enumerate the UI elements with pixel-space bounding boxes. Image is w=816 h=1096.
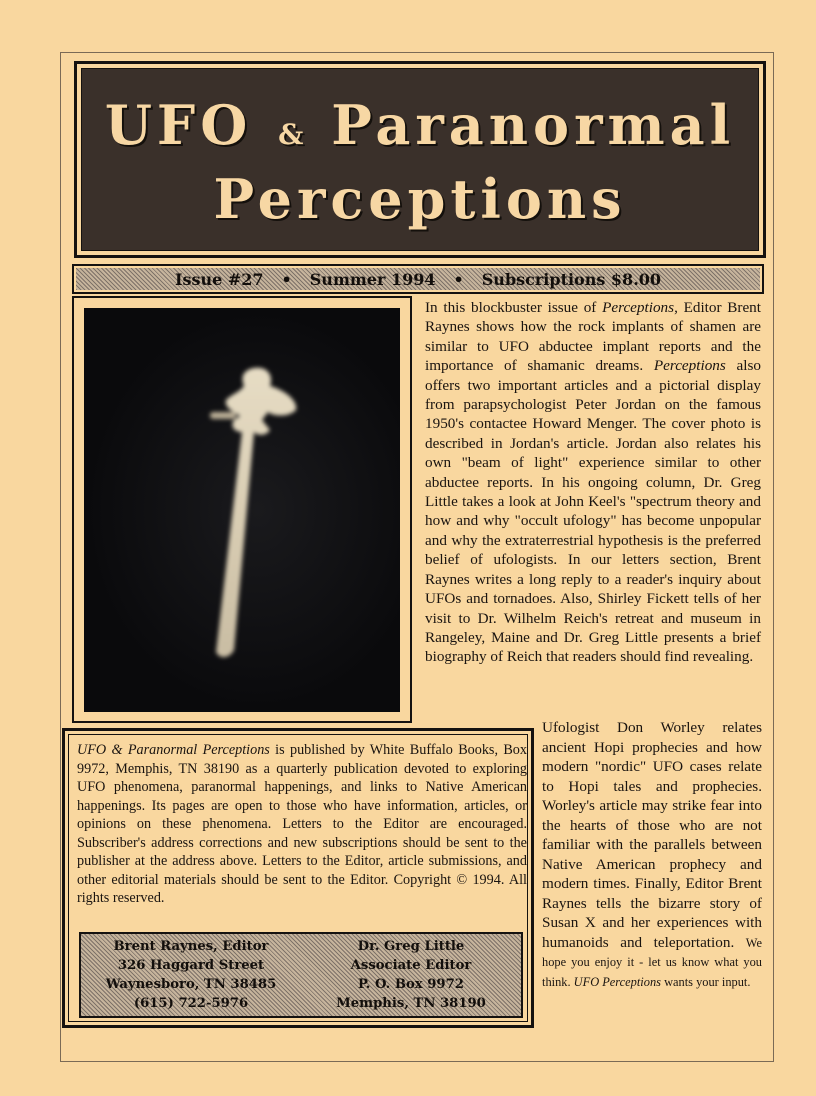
continuation-article-text — [542, 718, 762, 991]
intro-text-run: , Editor Brent Raynes shows how the rock implants of shamen are similar to UFO abductee implant reports and the importance of shamanic dreams. — [425, 299, 761, 375]
masthead-panel — [81, 68, 759, 251]
issue-subscription-price: Subscriptions $8.00 — [481, 269, 662, 289]
editor-name: Brent Raynes, Editor — [113, 939, 269, 954]
beam-of-light-image — [84, 308, 400, 712]
associate-editor-contact — [301, 934, 521, 1016]
cover-photo-frame — [72, 296, 412, 723]
associate-editor-po-box: P. O. Box 9972 — [358, 977, 464, 992]
publisher-info-box — [62, 728, 534, 1028]
intro-title-italic: Perceptions — [602, 299, 675, 316]
closing-note-title: UFO Perceptions — [573, 974, 661, 989]
editor-contact — [81, 934, 301, 1016]
issue-bar-panel — [76, 268, 760, 290]
title-paranormal: Paranormal — [331, 92, 736, 157]
closing-note-text: wants your input. — [660, 974, 751, 989]
masthead-title-line1 — [104, 92, 736, 157]
issue-separator: • — [453, 269, 464, 289]
editor-city: Waynesboro, TN 38485 — [105, 977, 277, 992]
issue-bar — [72, 264, 764, 294]
continuation-text-run: Ufologist Don Worley relates ancient Hopi prophecies and how modern "nordic" UFO cases relate to Hopi tales and prophecies. Worley's article may strike fear into the hearts of those who are not familiar with the parallels between Native American prophecy and modern times. Finally, Editor Brent Raynes tells the bizarre story of Susan X and her experiences with humanoids and teleportation. — [542, 719, 762, 951]
cover-photo — [84, 308, 400, 712]
associate-editor-title: Associate Editor — [350, 958, 472, 973]
issue-number: Issue #27 — [174, 269, 264, 289]
editor-street: 326 Haggard Street — [117, 958, 265, 973]
contact-panel — [79, 932, 523, 1018]
closing-note-text: We hope you enjoy it - let us know what you think. — [542, 935, 762, 989]
editor-phone: (615) 722-5976 — [133, 996, 249, 1011]
associate-editor-name: Dr. Greg Little — [357, 939, 465, 954]
publication-name: UFO & Paranormal Perceptions — [77, 742, 270, 758]
intro-text-run: also offers two important articles and a pictorial display from parapsychologist Peter Jordan on the famous 1950's contactee Howard Menger. The cover photo is described in Jordan's article. Jordan also relates his own "beam of light" experience similar to other abductee reports. In his ongoing column, Dr. Greg Little takes a look at John Keel's "spectrum theory and how and why "occult ufology" has become unpopular and why the extraterrestrial hypothesis is the preferred belief of ufologists. In our letters section, Brent Raynes writes a long reply to a reader's inquiry about UFOs and tornadoes. Also, Shirley Fickett tells of her visit to Dr. Wilhelm Reich's retreat and museum in Rangeley, Maine and Dr. Greg Little presents a brief biography of Reich that readers should find revealing. — [425, 357, 761, 666]
publisher-statement — [77, 741, 527, 908]
publisher-text-run: is published by White Buffalo Books, Box 9972, Memphis, TN 38190 as a quarterly publication devoted to exploring UFO phenomena, paranormal happenings, and links to Native American happenings. Its pages are open to those who have information, articles, or opinions on these phenomena. Letters to the Editor are encouraged. Subscriber's address corrections and new subscriptions should be sent to the publisher at the address above. Letters to the Editor, article submissions, and other editorial materials should be sent to the Editor. Copyright © 1994. All rights reserved. — [77, 742, 527, 906]
publisher-info-inner-border — [68, 734, 528, 1022]
issue-separator: • — [281, 269, 292, 289]
intro-text-run: In this blockbuster issue of — [425, 299, 603, 316]
title-ampersand: & — [278, 117, 306, 151]
intro-title-italic: Perceptions — [653, 357, 726, 375]
masthead-title-line2: Perceptions — [213, 166, 627, 231]
masthead — [74, 61, 766, 258]
associate-editor-city: Memphis, TN 38190 — [336, 996, 486, 1011]
intro-article-text — [425, 298, 761, 667]
title-ufo: UFO — [104, 92, 253, 157]
issue-season: Summer 1994 — [309, 269, 436, 289]
